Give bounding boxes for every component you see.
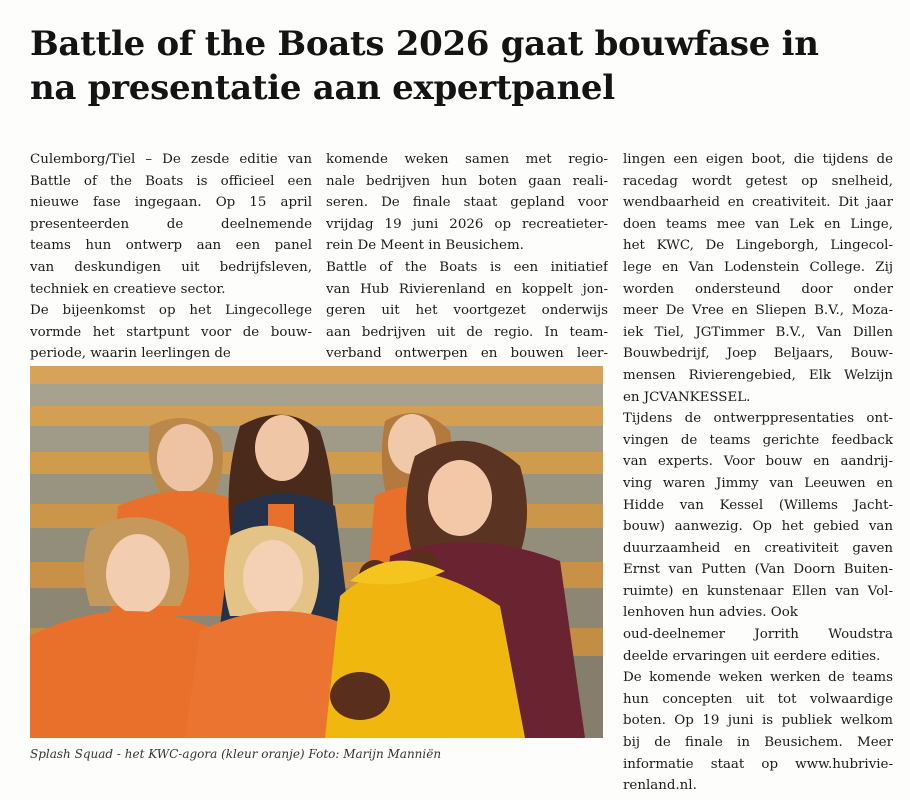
article-text-line: vingen de teams gerichte feedback: [623, 432, 893, 448]
article-text-line: het KWC, De Lingeborgh, Lingecol-: [623, 238, 893, 254]
article-text-line: Battle of the Boats is een initiatief: [326, 259, 608, 275]
article-text-line: komende weken samen met regio-: [326, 152, 608, 167]
article-text-line: en JCVANKESSEL.: [623, 389, 751, 405]
article-text-line: doen teams mee van Lek en Linge,: [623, 216, 893, 232]
article-text-line: lenhoven hun advies. Ook: [623, 605, 798, 621]
article-text-line: Culemborg/Tiel – De zesde editie van: [30, 152, 312, 167]
article-text-line: mensen Rivierengebied, Elk Welzijn: [623, 367, 893, 383]
headline-line-1: Battle of the Boats 2026 gaat bouwfase in: [30, 24, 819, 64]
article-text-line: Ernst van Putten (Van Doorn Buiten-: [623, 562, 893, 578]
article-text-line: wendbaarheid en creativiteit. Dit jaar: [623, 195, 893, 211]
article-text-line: van experts. Voor bouw en aandrij-: [623, 454, 893, 470]
article-headline: [30, 22, 890, 110]
article-text-line: aan bedrijven uit de regio. In team-: [326, 324, 608, 340]
article-text-line: verband ontwerpen en bouwen leer-: [326, 346, 608, 362]
article-text-line: renland.nl.: [623, 778, 697, 794]
article-text-line: lege en Van Lodenstein College. Zij: [623, 259, 893, 275]
article-text-line: vormde het startpunt voor de bouw-: [30, 324, 312, 340]
headline-line-2: na presentatie aan expertpanel: [30, 68, 615, 108]
article-text-line: De bijeenkomst op het Lingecollege: [30, 303, 312, 319]
article-text-line: boten. Op 19 juni is publiek welkom: [623, 713, 893, 729]
article-text-line: duurzaamheid en creativiteit gaven: [623, 540, 893, 556]
article-text-line: oud-deelnemer Jorrith Woudstra: [623, 627, 893, 643]
article-text-line: periode, waarin leerlingen de: [30, 346, 231, 362]
article-text-line: hun concepten uit tot volwaardige: [623, 691, 893, 707]
article-text-line: meer De Vree en Sliepen B.V., Moza-: [623, 303, 893, 319]
article-text-line: lingen een eigen boot, die tijdens de: [623, 152, 893, 167]
article-text-line: bouw) aanwezig. Op het gebied van: [623, 519, 893, 535]
article-text-line: geren uit het voortgezet onderwijs: [326, 303, 608, 319]
article-photo: [30, 366, 603, 738]
article-text-line: Tijdens de ontwerppresentaties ont-: [623, 411, 893, 427]
article-text-line: nieuwe fase ingegaan. Op 15 april: [30, 195, 312, 211]
article-text-line: informatie staat op www.hubrivie-: [623, 756, 893, 772]
article-text-line: seren. De finale staat gepland voor: [326, 195, 608, 211]
article-text-line: De komende weken werken de teams: [623, 670, 893, 686]
article-column-3: [623, 149, 893, 797]
article-text-line: ving waren Jimmy van Leeuwen en: [623, 475, 893, 491]
article-text-line: vrijdag 19 juni 2026 op recreatieter-: [326, 216, 608, 232]
article-text-line: techniek en creatieve sector.: [30, 281, 226, 297]
article-column-1: [30, 149, 312, 365]
article-text-line: van deskundigen uit bedrijfsleven,: [30, 259, 312, 275]
article-text-line: racedag wordt getest op snelheid,: [623, 173, 893, 189]
photo-caption: Splash Squad - het KWC-agora (kleur oranje) Foto: Marijn Manniën: [30, 747, 442, 761]
article-text-line: rein De Meent in Beusichem.: [326, 238, 524, 254]
article-text-line: worden ondersteund door onder: [623, 281, 893, 297]
article-text-line: deelde ervaringen uit eerdere edities.: [623, 648, 881, 664]
article-text-line: teams hun ontwerp aan een panel: [30, 238, 312, 254]
team-photo-illustration: [30, 366, 603, 738]
article-text-line: nale bedrijven hun boten gaan reali-: [326, 173, 608, 189]
article-text-line: presenteerden de deelnemende: [30, 216, 312, 232]
article-text-line: Battle of the Boats is officieel een: [30, 173, 312, 189]
article-text-line: bij de finale in Beusichem. Meer: [623, 735, 893, 751]
article-text-line: Bouwbedrijf, Joep Beljaars, Bouw-: [623, 346, 893, 362]
article-text-line: Hidde van Kessel (Willems Jacht-: [623, 497, 893, 513]
article-column-2: [326, 149, 608, 365]
article-text-line: ruimte) en kunstenaar Ellen van Vol-: [623, 583, 893, 599]
article-text-line: iek Tiel, JGTimmer B.V., Van Dillen: [623, 324, 893, 340]
article-text-line: van Hub Rivierenland en koppelt jon-: [326, 281, 608, 297]
